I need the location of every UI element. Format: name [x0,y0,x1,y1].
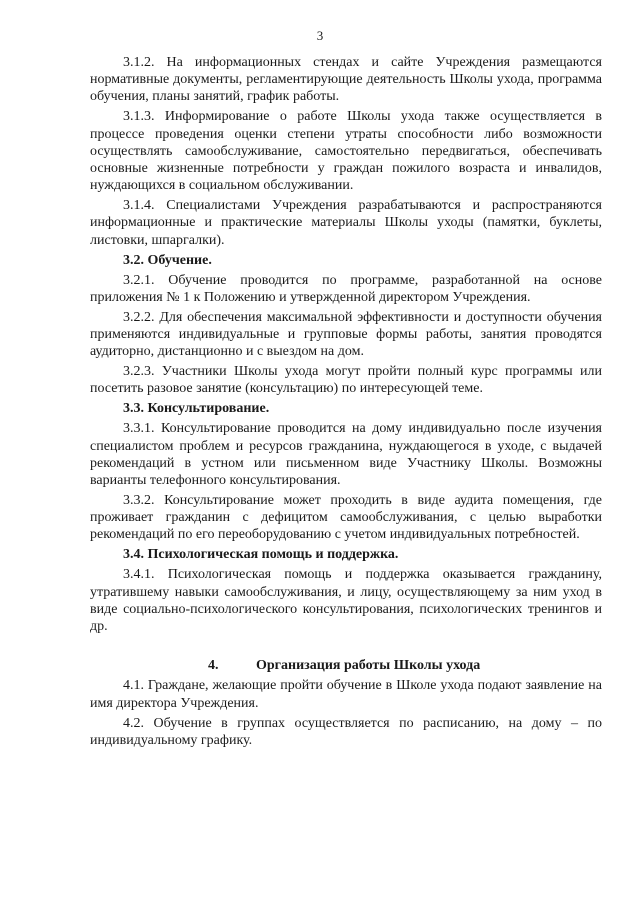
paragraph-3-2-2: 3.2.2. Для обеспечения максимальной эффективности и доступности обучения применяются индивидуальные и групповые формы работы, занятия проводятся аудиторно, дистанционно и с выездом на дом. [90,309,602,360]
heading-3-3: 3.3. Консультирование. [123,401,270,417]
paragraph-3-1-3: 3.1.3. Информирование о работе Школы ухода также осуществляется в процессе проведения оценки степени утраты способности либо возможности осуществлять самообслуживание, самостоятельно передвигаться, обеспечивать основные жизненные потребности у граждан пожилого возраста и инвалидов, нуждающихся в социальном обслуживании. [90,109,602,194]
paragraph-4-2: 4.2. Обучение в группах осуществляется по расписанию, на дому – по индивидуальному графику. [90,715,602,748]
section-4-number: 4. [208,658,219,674]
paragraph-4-1: 4.1. Граждане, желающие пройти обучение в Школе ухода подают заявление на имя директора Учреждения. [90,678,602,711]
paragraph-3-3-1: 3.3.1. Консультирование проводится на дому индивидуально после изучения специалистом проблем и ресурсов гражданина, нуждающегося в уходе, с выдачей рекомендаций в устном или письменном виде Участнику Школы. Возможны варианты телефонного консультирования. [90,421,602,489]
heading-3-4: 3.4. Психологическая помощь и поддержка. [123,547,399,563]
heading-3-2: 3.2. Обучение. [123,252,212,268]
section-4-title [90,657,602,674]
page-number: 3 [316,28,324,43]
paragraph-3-1-4: 3.1.4. Специалистами Учреждения разрабатываются и распространяются информационные и практические материалы Школы уходы (памятки, буклеты, листовки, шпаргалки). [90,198,602,248]
section-4-title-text: Организация работы Школы ухода [256,658,481,674]
paragraph-3-2-1: 3.2.1. Обучение проводится по программе, разработанной на основе приложения № 1 к Положению и утвержденной директором Учреждения. [90,272,602,305]
paragraph-3-1-2: 3.1.2. На информационных стендах и сайте Учреждения размещаются нормативные документы, регламентирующие деятельность Школы ухода, программа обучения, планы занятий, график работы. [90,55,602,105]
document-body [90,54,602,752]
paragraph-3-2-3: 3.2.3. Участники Школы ухода могут пройти полный курс программы или посетить разовое занятие (консультацию) по интересующей теме. [90,364,602,397]
paragraph-3-4-1: 3.4.1. Психологическая помощь и поддержка оказывается гражданину, утратившему навыки самообслуживания, и лицу, осуществляющему за ним уход в виде социально-психологического консультирования, психологических тренингов и др. [90,567,602,635]
paragraph-3-3-2: 3.3.2. Консультирование может проходить в виде аудита помещения, где проживает гражданин с дефицитом самообслуживания, с целью выработки рекомендаций по его переоборудованию с учетом индивидуальных потребностей. [90,493,602,543]
